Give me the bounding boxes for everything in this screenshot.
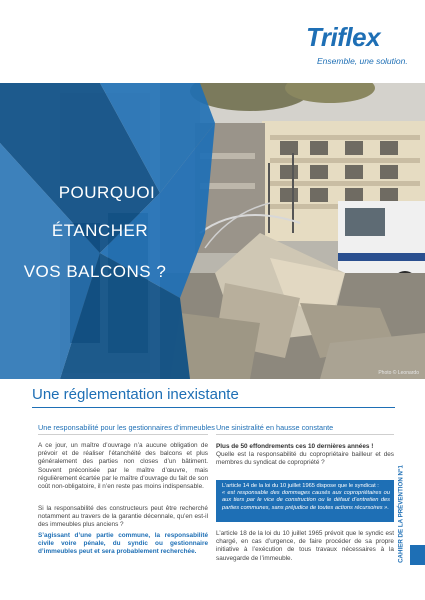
section-title: Une réglementation inexistante [32,386,239,403]
side-label-text: CAHIER DE LA PRÉVENTION N°1 [397,465,405,563]
column-1-paragraph-1: A ce jour, un maître d’ouvrage n’a aucune obligation de prévoir et de réaliser l’étanchéité des balcons et plus généralement des parties non closes d’un bâtiment. Souvent préconisée par le maître d’œuvre, mais régulièrement écartée par le maître d’ouvrage du fait de son coût non-obligatoire, il n’en reste pas moins indispensable. [38,442,208,491]
photo-credit: Photo © Leonardo [378,370,419,376]
column-1-heading: Une responsabilité pour les gestionnaires d’immeubles [38,423,215,432]
column-2-paragraph-1 [216,443,394,468]
column-2-heading: Une sinistralité en hausse constante [216,423,334,432]
hero-image [0,83,425,379]
hero-title-line2: ÉTANCHER [51,221,149,240]
brand-logo: Triflex [306,22,381,52]
quote-intro: L’article 14 de la loi du 10 juillet 1965 dispose que le syndicat : [222,483,379,489]
collapse-stat: Plus de 50 effondrements ces 10 dernières années ! [216,443,374,450]
responsibility-question: Quelle est la responsabilité du copropriétaire bailleur et des membres du syndicat de copropriété ? [216,451,394,467]
section-divider [32,407,395,408]
column-1-highlight: S’agissant d’une partie commune, la responsabilité civile voire pénale, du syndic ou gestionnaire d’immeubles peut et sera probablement recherchée. [38,532,208,556]
side-label [394,458,408,570]
column-2-divider [216,434,394,435]
hero-title-line3: VOS BALCONS ? [23,262,167,281]
quote-body: « est responsable des dommages causés aux copropriétaires ou aux tiers par le vice de construction ou le défaut d’entretien des parties communes, sans préjudice de toutes actions récursoires ». [222,490,390,511]
column-1-paragraph-2: Si la responsabilité des constructeurs peut être recherché notamment au travers de la garantie décennale, qu’en est-il des immeubles plus anciens ? [38,505,208,529]
hero-title-line1: POURQUOI [58,183,156,202]
side-tab [410,545,425,565]
brand-tagline: Ensemble, une solution. [317,56,408,66]
law-quote [222,483,390,512]
column-2-paragraph-2: L’article 18 de la loi du 10 juillet 1965 prévoit que le syndic est chargé, en cas d’urgence, de faire procéder de sa propre initiative à l’exécution de tous travaux nécessaires à la sauvegarde de l’immeuble. [216,530,394,562]
column-1-divider [38,434,208,435]
